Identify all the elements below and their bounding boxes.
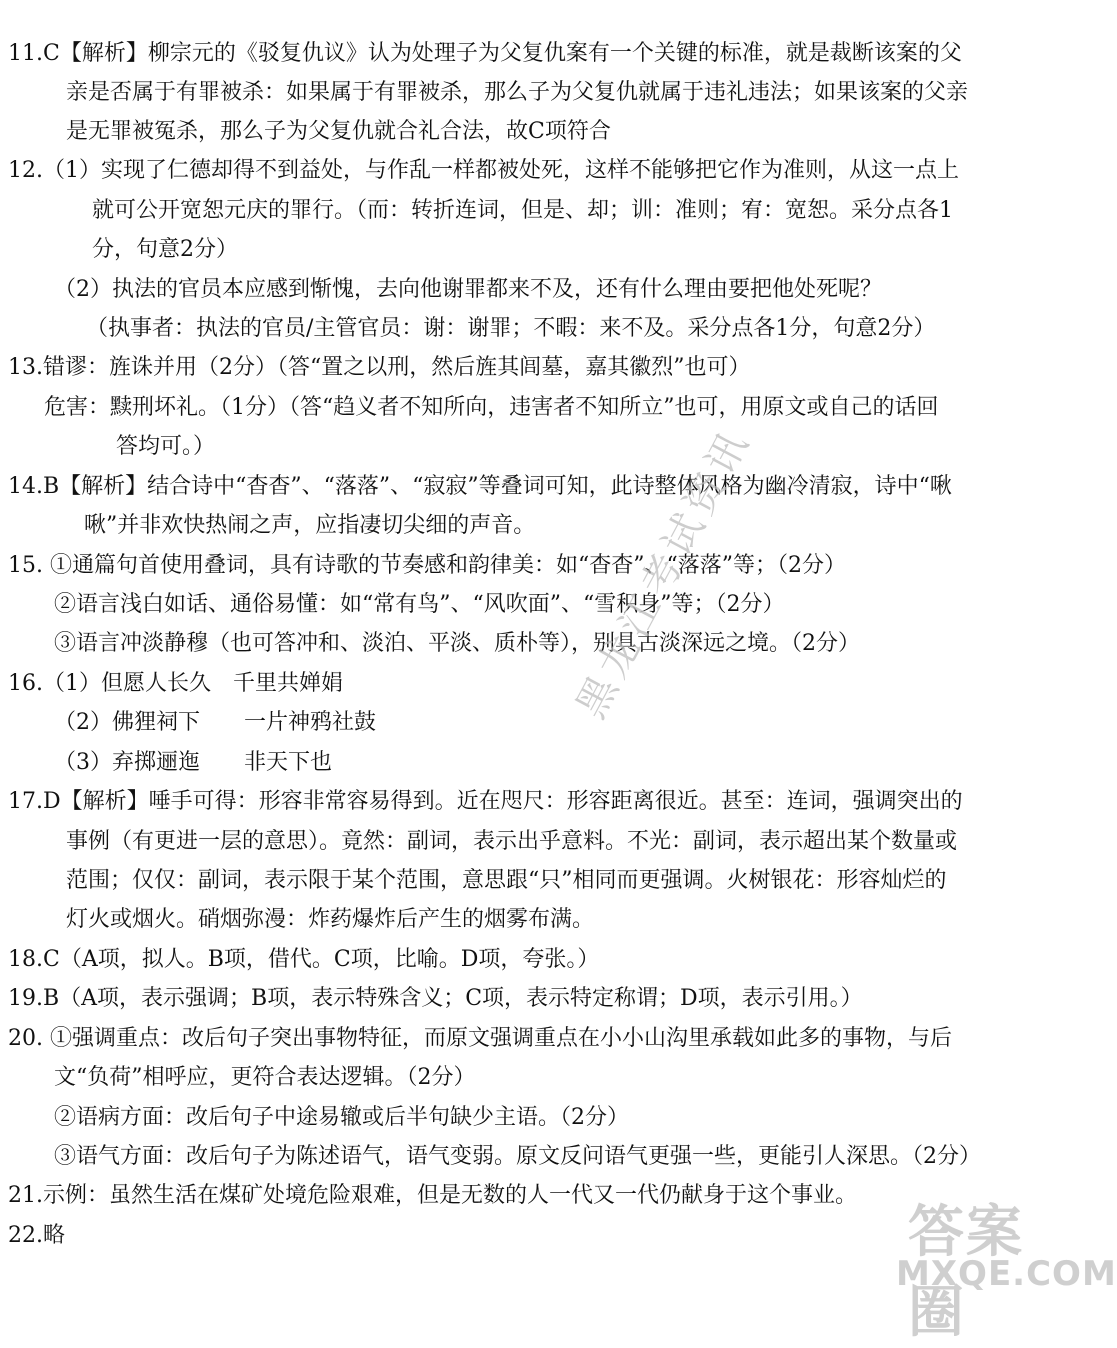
text-line: 是无罪被冤杀，那么子为父复仇就合礼合法，故C项符合 — [66, 119, 611, 144]
text-line: ③语言冲淡静穆（也可答冲和、淡泊、平淡、质朴等），别具古淡深远之境。（2分） — [54, 631, 860, 656]
text-line: 18.C（A项，拟人。B项，借代。C项，比喻。D项，夸张。） — [8, 947, 600, 972]
text-line: 16.（1）但愿人长久 千里共婵娟 — [8, 671, 343, 696]
watermark: 黑龙江考试资讯 — [567, 419, 760, 726]
text-line: 14.B【解析】结合诗中“杳杳”、“落落”、“寂寂”等叠词可知，此诗整体风格为幽冷清寂，诗中“啾 — [8, 474, 952, 499]
text-line: （执事者：执法的官员/主管官员：谢：谢罪；不暇：来不及。采分点各1分，句意2分） — [86, 316, 936, 341]
text-line: 亲是否属于有罪被杀：如果属于有罪被杀，那么子为父复仇就属于违礼违法；如果该案的父亲 — [66, 80, 969, 105]
text-line: （3）弃掷逦迤 非天下也 — [54, 750, 332, 775]
text-line: 12.（1）实现了仁德却得不到益处，与作乱一样都被处死，这样不能够把它作为准则，从这一点上 — [8, 158, 959, 183]
text-line: 分，句意2分） — [92, 237, 238, 262]
text-line: 危害：黩刑坏礼。（1分）（答“趋义者不知所向，违害者不知所立”也可，用原文或自己的话回 — [44, 395, 939, 420]
text-line: 就可公开宽恕元庆的罪行。（而：转折连词，但是、却；训：准则；宥：宽恕。采分点各1 — [92, 198, 954, 223]
text-line: ②语病方面：改后句子中途易辙或后半句缺少主语。（2分） — [54, 1105, 629, 1130]
text-line: 事例（有更进一层的意思）。竟然：副词，表示出乎意料。不光：副词，表示超出某个数量或 — [66, 829, 958, 854]
text-line: 答均可。） — [116, 434, 216, 459]
text-line: （2）佛狸祠下 一片神鸦社鼓 — [54, 710, 376, 735]
text-line: 21.示例：虽然生活在煤矿处境危险艰难，但是无数的人一代又一代仍献身于这个事业。 — [8, 1183, 857, 1208]
text-line: 17.D【解析】唾手可得：形容非常容易得到。近在咫尺：形容距离很近。甚至：连词，强调突出的 — [8, 789, 963, 814]
text-line: 19.B（A项，表示强调；B项，表示特殊含义；C项，表示特定称谓；D项，表示引用。） — [8, 986, 863, 1011]
text-line: 20. ①强调重点：改后句子突出事物特征，而原文强调重点在小小山沟里承载如此多的事物，与后 — [8, 1026, 952, 1051]
site-logo — [890, 1188, 1117, 1345]
logo-url: MXQE.COM — [896, 1254, 1117, 1294]
text-line: （2）执法的官员本应感到惭愧，去向他谢罪都来不及，还有什么理由要把他处死呢？ — [54, 277, 882, 302]
text-line: 11.C【解析】柳宗元的《驳复仇议》认为处理子为父复仇案有一个关键的标准，就是裁断该案的父 — [8, 41, 962, 66]
text-line: 灯火或烟火。硝烟弥漫：炸药爆炸后产生的烟雾布满。 — [66, 907, 595, 932]
text-line: 15. ①通篇句首使用叠词，具有诗歌的节奏感和韵律美：如“杳杳”、“落落”等；（2分） — [8, 553, 846, 578]
text-line: 范围；仅仅：副词，表示限于某个范围，意思跟“只”相同而更强调。火树银花：形容灿烂的 — [66, 868, 947, 893]
text-line: ②语言浅白如话、通俗易懂：如“常有鸟”、“风吹面”、“雪积身”等；（2分） — [54, 592, 785, 617]
text-line: 啾”并非欢快热闹之声，应指凄切尖细的声音。 — [84, 513, 536, 538]
text-line: 文“负荷”相呼应，更符合表达逻辑。（2分） — [54, 1065, 476, 1090]
logo-text: 答案圈 — [908, 1200, 1024, 1345]
text-line: 22.略 — [8, 1223, 65, 1248]
text-line: ③语气方面：改后句子为陈述语气，语气变弱。原文反问语气更强一些，更能引人深思。（2分） — [54, 1144, 982, 1169]
text-line: 13.错谬：旌诛并用（2分）（答“置之以刑，然后旌其闾墓，嘉其徽烈”也可） — [8, 355, 751, 380]
